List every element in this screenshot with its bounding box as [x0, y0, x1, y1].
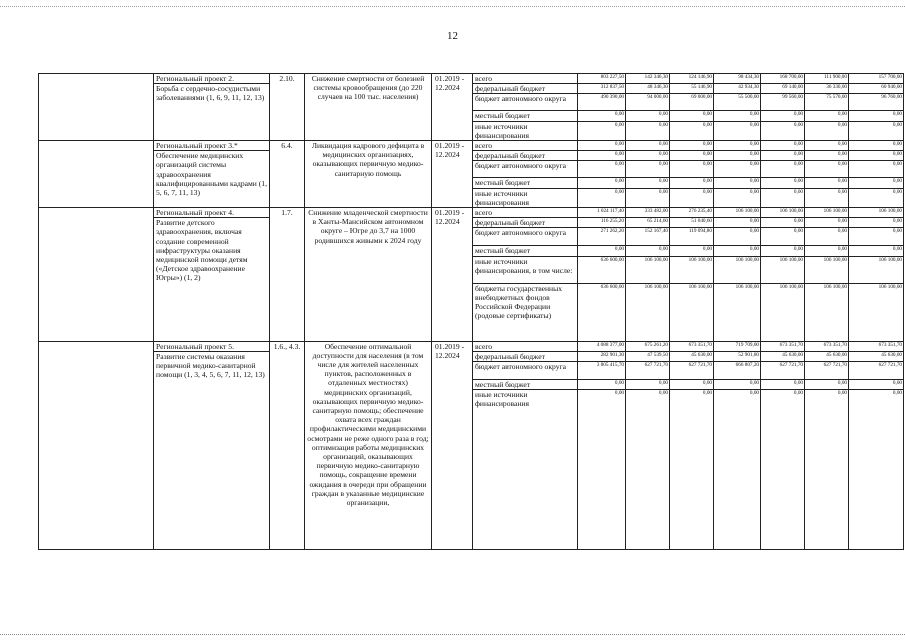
amount-cell: 0,00 [670, 380, 714, 390]
amount-cell: 0,00 [805, 390, 849, 550]
amount-cell: 0,00 [849, 188, 904, 207]
amount-cell: 0,00 [626, 121, 670, 140]
funding-source: местный бюджет [473, 246, 578, 256]
amount-cell: 627 721,70 [761, 362, 805, 380]
amount-cell: 0,00 [761, 121, 805, 140]
project-heading: Региональный проект 4. [154, 208, 269, 218]
amount-cell: 0,00 [761, 151, 805, 161]
amount-cell: 0,00 [805, 151, 849, 161]
amount-cell: 0,00 [805, 218, 849, 228]
amount-cell: 152 167,40 [626, 228, 670, 246]
amount-cell: 0,00 [626, 111, 670, 121]
project-name-cell [154, 341, 270, 550]
amount-cell: 627 721,70 [805, 362, 849, 380]
amount-cell: 106 100,00 [849, 208, 904, 218]
amount-cell: 0,00 [578, 161, 626, 178]
amount-cell: 276 235,40 [670, 208, 714, 218]
funding-source: бюджеты государственных внебюджетных фондов Российской Федерации (родовые сертификаты) [473, 283, 578, 341]
amount-cell: 0,00 [805, 246, 849, 256]
amount-cell: 0,00 [670, 151, 714, 161]
blank-cell [39, 141, 154, 208]
amount-cell: 45 630,00 [670, 351, 714, 361]
scan-edge-top [0, 6, 905, 7]
amount-cell: 0,00 [849, 178, 904, 188]
funding-source: всего [473, 341, 578, 351]
amount-cell: 55 146,90 [670, 84, 714, 94]
amount-cell: 1 024 117,40 [578, 208, 626, 218]
funding-source: федеральный бюджет [473, 218, 578, 228]
amount-cell: 0,00 [805, 228, 849, 246]
amount-cell: 36 330,00 [805, 84, 849, 94]
table-row [39, 141, 904, 151]
amount-cell: 106 100,00 [714, 283, 761, 341]
amount-cell: 0,00 [761, 218, 805, 228]
table-row [39, 341, 904, 351]
amount-cell: 0,00 [626, 161, 670, 178]
amount-cell: 45 630,00 [805, 351, 849, 361]
amount-cell: 168 700,00 [761, 74, 805, 84]
amount-cell: 55 500,00 [714, 94, 761, 111]
amount-cell: 0,00 [714, 141, 761, 151]
amount-cell: 627 721,70 [670, 362, 714, 380]
table-row [39, 208, 904, 218]
amount-cell: 106 100,00 [805, 283, 849, 341]
amount-cell: 106 100,00 [805, 208, 849, 218]
amount-cell: 0,00 [849, 111, 904, 121]
amount-cell: 106 100,00 [714, 208, 761, 218]
amount-cell: 0,00 [849, 141, 904, 151]
amount-cell: 282 901,30 [578, 351, 626, 361]
project-title: Развитие детского здравоохранения, включая создание современной инфраструктуры оказания медицинской помощи детям («Детское здравоохранение Югры») (1, 2) [156, 218, 248, 283]
amount-cell: 675 261,20 [626, 341, 670, 351]
amount-cell: 0,00 [761, 111, 805, 121]
amount-cell: 106 100,00 [626, 256, 670, 283]
amount-cell: 106 100,00 [761, 208, 805, 218]
amount-cell: 0,00 [670, 121, 714, 140]
amount-cell: 0,00 [578, 390, 626, 550]
amount-cell: 0,00 [670, 111, 714, 121]
amount-cell: 0,00 [626, 141, 670, 151]
amount-cell: 0,00 [761, 390, 805, 550]
amount-cell: 0,00 [714, 390, 761, 550]
amount-cell: 0,00 [805, 111, 849, 121]
amount-cell: 106 100,00 [670, 256, 714, 283]
amount-cell: 51 040,60 [670, 218, 714, 228]
amount-cell: 0,00 [714, 188, 761, 207]
amount-cell: 0,00 [714, 151, 761, 161]
amount-cell: 0,00 [714, 178, 761, 188]
amount-cell: 0,00 [805, 178, 849, 188]
amount-cell: 0,00 [805, 161, 849, 178]
amount-cell: 0,00 [578, 178, 626, 188]
period-cell: 01.2019 - 12.2024 [432, 341, 473, 550]
amount-cell: 0,00 [670, 141, 714, 151]
indicator-code: 6.4. [270, 141, 305, 208]
amount-cell: 636 600,00 [578, 283, 626, 341]
goal-description: Снижение смертности от болезней системы кровообращения (до 220 случаев на 100 тыс. населения) [305, 74, 432, 141]
amount-cell: 106 100,00 [849, 283, 904, 341]
amount-cell: 0,00 [805, 380, 849, 390]
funding-source: бюджет автономного округа [473, 94, 578, 111]
amount-cell: 0,00 [626, 390, 670, 550]
amount-cell: 666 807,20 [714, 362, 761, 380]
amount-cell: 0,00 [849, 228, 904, 246]
amount-cell: 0,00 [578, 188, 626, 207]
amount-cell: 65 214,60 [626, 218, 670, 228]
period-cell: 01.2019 - 12.2024 [432, 208, 473, 342]
project-name-cell [154, 141, 270, 208]
project-name-cell [154, 74, 270, 141]
amount-cell: 52 901,80 [714, 351, 761, 361]
amount-cell: 0,00 [761, 188, 805, 207]
amount-cell: 0,00 [714, 246, 761, 256]
project-title: Борьба с сердечно-сосудистыми заболеваниями (1, 6, 9, 11, 12, 13) [156, 84, 265, 103]
amount-cell: 673 351,70 [849, 341, 904, 351]
funding-source: федеральный бюджет [473, 151, 578, 161]
amount-cell: 0,00 [714, 228, 761, 246]
funding-source: всего [473, 74, 578, 84]
amount-cell: 0,00 [761, 141, 805, 151]
period-cell: 01.2019 - 12.2024 [432, 141, 473, 208]
funding-source: иные источники финансирования [473, 188, 578, 207]
amount-cell: 627 721,70 [849, 362, 904, 380]
amount-cell: 119 094,80 [670, 228, 714, 246]
funding-source: федеральный бюджет [473, 351, 578, 361]
indicator-code: 1.6., 4.3. [270, 341, 305, 550]
amount-cell: 312 837,50 [578, 84, 626, 94]
funding-source: иные источники финансирования, в том числе: [473, 256, 578, 283]
amount-cell: 673 351,70 [805, 341, 849, 351]
amount-cell: 0,00 [805, 121, 849, 140]
amount-cell: 0,00 [670, 188, 714, 207]
amount-cell: 0,00 [849, 151, 904, 161]
amount-cell: 0,00 [849, 218, 904, 228]
period-cell: 01.2019 - 12.2024 [432, 74, 473, 141]
project-title: Развитие системы оказания первичной медико-санитарной помощи (1, 3, 4, 5, 6, 7, 11, 12, 13) [156, 351, 265, 380]
funding-source: бюджет автономного округа [473, 228, 578, 246]
amount-cell: 0,00 [578, 141, 626, 151]
amount-cell: 636 600,00 [578, 256, 626, 283]
amount-cell: 0,00 [714, 380, 761, 390]
funding-source: местный бюджет [473, 380, 578, 390]
amount-cell: 803 227,50 [578, 74, 626, 84]
amount-cell: 0,00 [578, 380, 626, 390]
project-name-cell [154, 208, 270, 342]
amount-cell: 0,00 [805, 141, 849, 151]
amount-cell: 271 262,20 [578, 228, 626, 246]
amount-cell: 111 900,00 [805, 74, 849, 84]
amount-cell: 69 000,00 [670, 94, 714, 111]
amount-cell: 0,00 [849, 246, 904, 256]
amount-cell: 106 100,00 [626, 283, 670, 341]
amount-cell: 490 390,00 [578, 94, 626, 111]
table-row [39, 74, 904, 84]
funding-source: всего [473, 141, 578, 151]
amount-cell: 124 146,90 [670, 74, 714, 84]
goal-description: Обеспечение оптимальной доступности для населения (в том числе для жителей населенных пунктов, расположенных в отдаленных местностях) медицинских организаций, оказывающих первичную медико-санитарную помощь; обеспечение охвата всех граждан профилактическими медицинскими осмотрами не реже одного раза в год; оптимизация работы медицинских организаций, оказывающих первичную медико-санитарную помощь, сокращение времени ожидания в очереди при обращении граждан в указанные медицинские организации, [305, 341, 432, 550]
amount-cell: 106 100,00 [849, 256, 904, 283]
amount-cell: 0,00 [761, 178, 805, 188]
amount-cell: 42 934,30 [714, 84, 761, 94]
funding-source: бюджет автономного округа [473, 362, 578, 380]
goal-description: Снижение младенческой смертности в Ханты-Мансийском автономном округе – Югре до 3,7 на 1000 родившихся живыми к 2024 году [305, 208, 432, 342]
amount-cell: 45 630,00 [761, 351, 805, 361]
funding-source: иные источники финансирования [473, 121, 578, 140]
amount-cell: 673 351,70 [761, 341, 805, 351]
blank-cell [39, 208, 154, 342]
amount-cell: 0,00 [626, 178, 670, 188]
amount-cell: 0,00 [626, 380, 670, 390]
project-heading: Региональный проект 2. [154, 74, 269, 84]
amount-cell: 0,00 [578, 121, 626, 140]
funding-source: местный бюджет [473, 178, 578, 188]
amount-cell: 69 140,00 [761, 84, 805, 94]
amount-cell: 0,00 [805, 188, 849, 207]
amount-cell: 627 721,70 [626, 362, 670, 380]
amount-cell: 0,00 [714, 218, 761, 228]
amount-cell: 96 760,00 [849, 94, 904, 111]
amount-cell: 48 346,30 [626, 84, 670, 94]
amount-cell: 0,00 [761, 228, 805, 246]
amount-cell: 0,00 [714, 111, 761, 121]
amount-cell: 0,00 [578, 246, 626, 256]
amount-cell: 3 805 415,70 [578, 362, 626, 380]
blank-cell [39, 74, 154, 141]
goal-description: Ликвидация кадрового дефицита в медицинских организациях, оказывающих первичную медико-санитарную помощь [305, 141, 432, 208]
amount-cell: 157 700,00 [849, 74, 904, 84]
funding-source: бюджет автономного округа [473, 161, 578, 178]
amount-cell: 106 100,00 [761, 256, 805, 283]
amount-cell: 673 351,70 [670, 341, 714, 351]
amount-cell: 0,00 [849, 161, 904, 178]
amount-cell: 75 570,00 [805, 94, 849, 111]
program-table [38, 73, 904, 550]
funding-source: местный бюджет [473, 111, 578, 121]
amount-cell: 0,00 [626, 246, 670, 256]
amount-cell: 0,00 [670, 178, 714, 188]
amount-cell: 47 539,50 [626, 351, 670, 361]
project-heading: Региональный проект 3.* [154, 141, 269, 151]
amount-cell: 0,00 [849, 380, 904, 390]
blank-cell [39, 341, 154, 550]
amount-cell: 0,00 [670, 390, 714, 550]
amount-cell: 0,00 [626, 188, 670, 207]
amount-cell: 0,00 [761, 380, 805, 390]
indicator-code: 1.7. [270, 208, 305, 342]
amount-cell: 0,00 [578, 111, 626, 121]
amount-cell: 106 100,00 [670, 283, 714, 341]
amount-cell: 0,00 [761, 246, 805, 256]
amount-cell: 719 709,00 [714, 341, 761, 351]
amount-cell: 60 940,00 [849, 84, 904, 94]
amount-cell: 0,00 [578, 151, 626, 161]
amount-cell: 0,00 [761, 161, 805, 178]
amount-cell: 0,00 [849, 121, 904, 140]
scan-edge-bottom [0, 634, 905, 635]
amount-cell: 99 560,00 [761, 94, 805, 111]
amount-cell: 0,00 [849, 390, 904, 550]
page-number: 12 [447, 30, 458, 42]
amount-cell: 45 630,00 [849, 351, 904, 361]
amount-cell: 0,00 [714, 161, 761, 178]
project-title: Обеспечение медицинских организаций системы здравоохранения квалифицированными кадрами (1, 5, 6, 7, 11, 13) [156, 151, 267, 198]
amount-cell: 106 100,00 [761, 283, 805, 341]
amount-cell: 0,00 [670, 161, 714, 178]
amount-cell: 0,00 [714, 121, 761, 140]
amount-cell: 98 434,30 [714, 74, 761, 84]
amount-cell: 0,00 [670, 246, 714, 256]
amount-cell: 116 255,20 [578, 218, 626, 228]
amount-cell: 4 088 377,00 [578, 341, 626, 351]
amount-cell: 0,00 [626, 151, 670, 161]
amount-cell: 142 346,30 [626, 74, 670, 84]
amount-cell: 333 482,00 [626, 208, 670, 218]
amount-cell: 106 100,00 [714, 256, 761, 283]
funding-source: иные источники финансирования [473, 390, 578, 550]
amount-cell: 106 100,00 [805, 256, 849, 283]
funding-source: федеральный бюджет [473, 84, 578, 94]
funding-source: всего [473, 208, 578, 218]
project-heading: Региональный проект 5. [154, 342, 269, 352]
indicator-code: 2.10. [270, 74, 305, 141]
amount-cell: 94 000,00 [626, 94, 670, 111]
